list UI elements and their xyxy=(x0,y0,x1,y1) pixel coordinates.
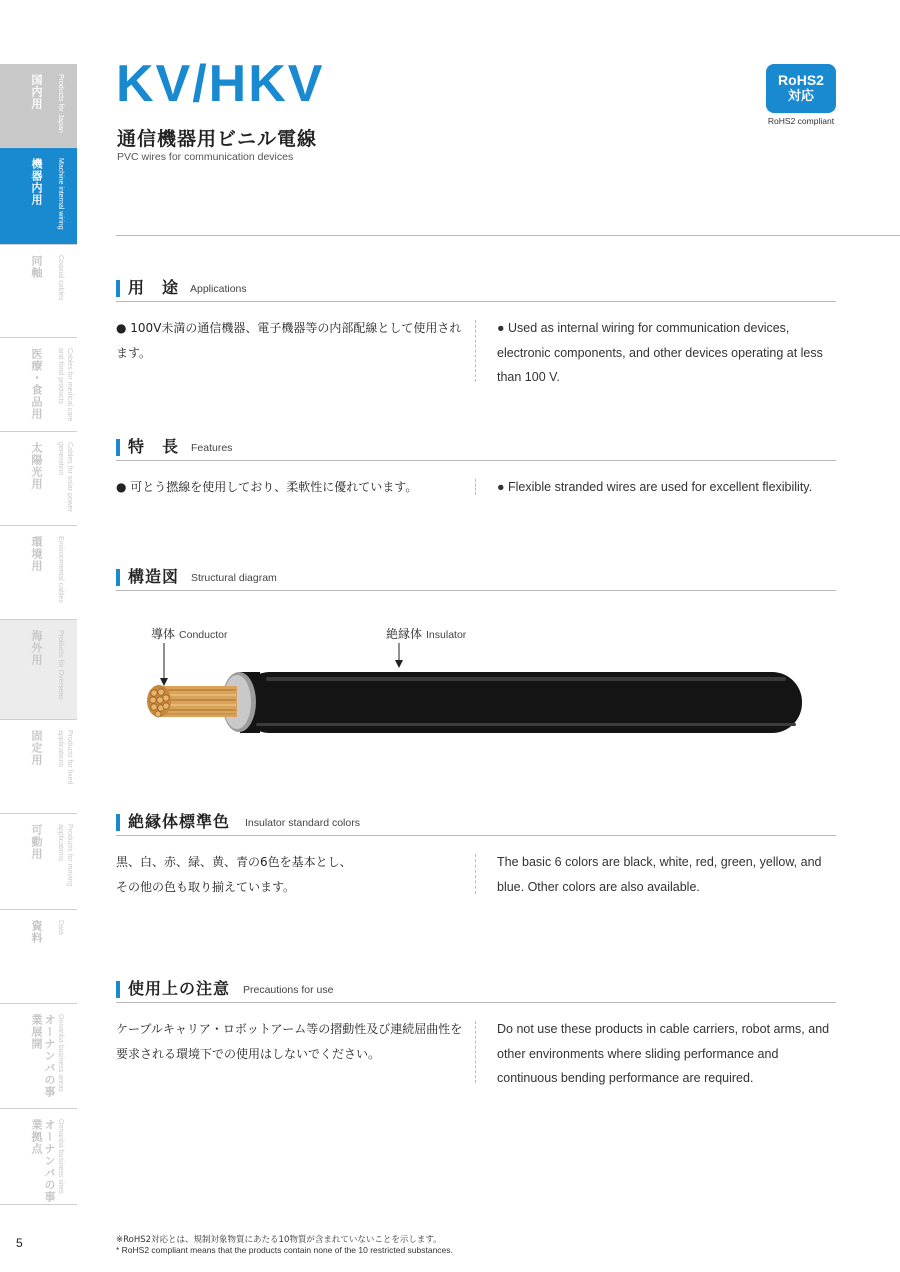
column-divider xyxy=(475,854,476,894)
sidebar-tab-sublabel: Products for Japan xyxy=(57,74,64,133)
section-heading-structure xyxy=(116,567,836,591)
heading-accent-bar xyxy=(116,569,120,586)
applications-text-en: ● Used as internal wiring for communication devices, electronic components, and other devices operating at less than 100 V. xyxy=(497,321,823,384)
sidebar-tab-label: 機器内用 xyxy=(30,158,43,206)
sidebar-tab-business-areas[interactable] xyxy=(0,1004,77,1109)
precautions-text-jp: ケーブルキャリア・ロボットアーム等の摺動性及び連続屈曲性を要求される環境下での使用はしないでください。 xyxy=(116,1022,463,1061)
sidebar-tab-sublabel: Environmental cables xyxy=(57,536,64,603)
sidebar-tab-fixed[interactable] xyxy=(0,720,77,814)
colors-text-jp-line1: 黒、白、赤、緑、黄、青の6色を基本とし、 xyxy=(116,855,352,869)
column-divider xyxy=(475,1021,476,1083)
sidebar-tab-sublabel: Data xyxy=(57,920,64,935)
features-text-jp: ● 可とう撚線を使用しており、柔軟性に優れています。 xyxy=(116,480,418,494)
sidebar-tab-label: 国内用 xyxy=(30,74,43,110)
sidebar-tab-data[interactable] xyxy=(0,910,77,1004)
sidebar-tab-sublabel: Machine internal wiring xyxy=(57,158,64,230)
sidebar xyxy=(0,64,77,1205)
sidebar-tab-moving[interactable] xyxy=(0,814,77,910)
colors-text-jp xyxy=(116,850,466,899)
rohs-badge-line1: RoHS2 xyxy=(778,72,824,88)
page-subtitle-en: PVC wires for communication devices xyxy=(117,151,294,163)
page-subtitle-jp: 通信機器用ビニル電線 xyxy=(117,128,318,150)
wire-illustration xyxy=(116,620,836,760)
heading-title-jp: 使用上の注意 xyxy=(128,979,231,998)
precautions-text-en: Do not use these products in cable carriers, robot arms, and other environments where sliding performance and continuous bending performance are required. xyxy=(497,1022,830,1085)
arrow-down-icon xyxy=(395,643,403,668)
column-divider xyxy=(475,479,476,495)
page-number: 5 xyxy=(16,1236,23,1250)
colors-text-jp-line2: その他の色も取り揃えています。 xyxy=(116,879,296,894)
sidebar-tab-label: 環境用 xyxy=(30,536,43,572)
sidebar-tab-label: 資料 xyxy=(30,920,43,944)
rohs-caption: RoHS2 compliant xyxy=(767,116,835,126)
sidebar-tab-label: 同軸 xyxy=(30,255,43,279)
heading-title-en: Insulator standard colors xyxy=(245,817,360,829)
sidebar-tab-label: 可動用 xyxy=(30,824,43,860)
sidebar-tab-label: 太陽光用 xyxy=(30,442,43,490)
sidebar-tab-solar[interactable] xyxy=(0,432,77,526)
sidebar-tab-sublabel: Cables for medical care and food products xyxy=(57,348,73,422)
heading-title-jp: 構造図 xyxy=(128,567,180,586)
heading-title-jp: 用 途 xyxy=(128,278,180,297)
sidebar-tab-sublabel: Oonanba business sites xyxy=(57,1119,64,1194)
colors-text-en: The basic 6 colors are black, white, red, green, yellow, and blue. Other colors are also available. xyxy=(497,855,822,894)
sidebar-tab-label: 海外用 xyxy=(30,630,43,666)
sidebar-tab-sublabel: Products for moving applications xyxy=(57,824,73,887)
conductor-strands xyxy=(147,685,237,717)
sidebar-tab-label: 医療・食品用 xyxy=(30,348,43,420)
sidebar-tab-label: オーナンバの事業拠点 xyxy=(30,1119,56,1203)
insulator-label-en: Insulator xyxy=(426,629,467,641)
heading-title-jp: 特 長 xyxy=(128,437,180,456)
sidebar-tab-overseas[interactable] xyxy=(0,620,77,720)
heading-title-en: Features xyxy=(191,442,233,454)
column-divider xyxy=(475,320,476,382)
conductor-label-en: Conductor xyxy=(179,629,228,641)
sidebar-tab-environmental[interactable] xyxy=(0,526,77,620)
heading-title-en: Applications xyxy=(190,283,247,295)
arrow-down-icon xyxy=(160,643,168,686)
section-heading-colors xyxy=(116,812,836,836)
sidebar-tab-sublabel: Products for Overseas xyxy=(57,630,64,700)
sidebar-tab-medical-food[interactable] xyxy=(0,338,77,432)
sidebar-tab-label: 固定用 xyxy=(30,730,43,766)
sidebar-tab-coaxial[interactable] xyxy=(0,245,77,338)
heading-accent-bar xyxy=(116,981,120,998)
header-divider xyxy=(116,235,900,236)
footnote-en: * RoHS2 compliant means that the products contain none of the 10 restricted substances. xyxy=(116,1245,453,1255)
applications-text-jp: ● 100V未満の通信機器、電子機器等の内部配線として使用されます。 xyxy=(116,321,462,360)
heading-accent-bar xyxy=(116,439,120,456)
sidebar-tab-label: オーナンバの事業展開 xyxy=(30,1014,56,1098)
footnote-jp: ※RoHS2対応とは、規制対象物質にあたる10物質が含まれていないことを示します。 xyxy=(116,1235,442,1245)
insulator-label-jp: 絶縁体 xyxy=(386,627,423,641)
section-heading-precautions xyxy=(116,979,836,1003)
heading-accent-bar xyxy=(116,814,120,831)
heading-title-jp: 絶縁体標準色 xyxy=(128,812,231,831)
sidebar-tab-sublabel: Coaxial cables xyxy=(57,255,64,301)
sidebar-tab-machine-internal[interactable] xyxy=(0,148,77,245)
conductor-label-jp: 導体 xyxy=(151,627,176,641)
wire-structure-diagram xyxy=(116,620,836,760)
section-heading-applications xyxy=(116,278,836,302)
rohs-badge-line2: 対応 xyxy=(787,88,814,103)
sidebar-tab-sublabel: Oonanba business areas xyxy=(57,1014,64,1092)
insulator-jacket xyxy=(240,672,802,733)
sidebar-tab-japan[interactable] xyxy=(0,64,77,148)
heading-title-en: Precautions for use xyxy=(243,984,334,996)
page-title: KV/HKV xyxy=(116,55,325,113)
features-text-en: ● Flexible stranded wires are used for excellent flexibility. xyxy=(497,480,813,494)
rohs-badge xyxy=(766,64,836,113)
heading-accent-bar xyxy=(116,280,120,297)
sidebar-tab-sublabel: Products for fixed applications xyxy=(57,730,73,785)
sidebar-tab-business-sites[interactable] xyxy=(0,1109,77,1205)
section-heading-features xyxy=(116,437,836,461)
sidebar-tab-sublabel: Cables for solar power generation xyxy=(57,442,73,513)
heading-title-en: Structural diagram xyxy=(191,572,277,584)
